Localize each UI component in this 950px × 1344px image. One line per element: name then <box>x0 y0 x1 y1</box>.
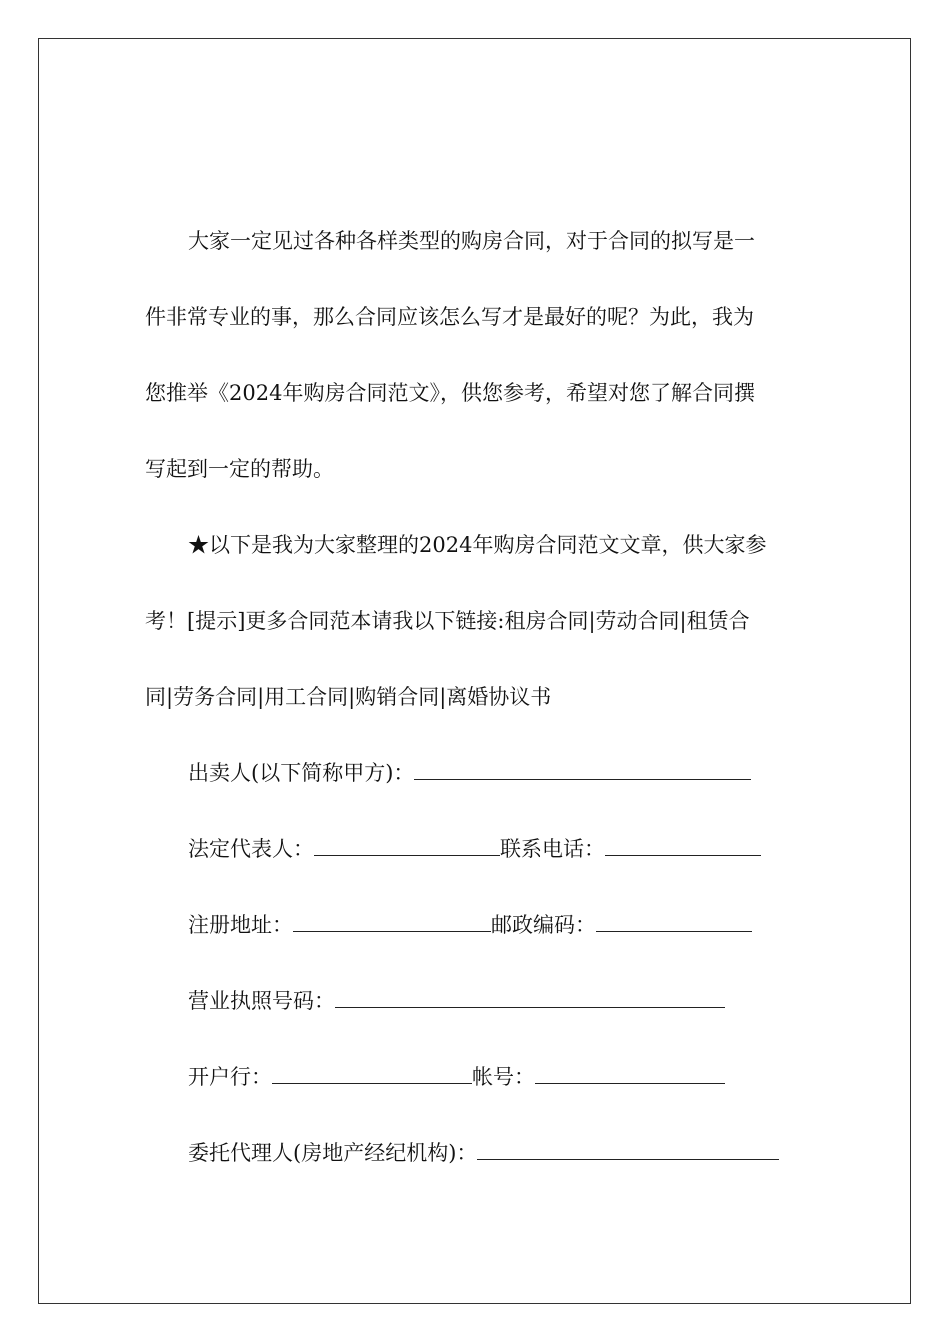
intro-line-4: 写起到一定的帮助。 <box>145 457 334 481</box>
agent-field <box>145 1115 805 1191</box>
legal-rep-field <box>145 811 805 887</box>
seller-label: 出卖人(以下简称甲方)： <box>188 761 415 785</box>
account-blank[interactable] <box>535 1065 725 1084</box>
license-field <box>145 963 805 1039</box>
document-body <box>145 203 805 1191</box>
intro-line-1: 大家一定见过各种各样类型的购房合同，对于合同的拟写是一 <box>188 229 755 253</box>
license-blank[interactable] <box>335 989 725 1008</box>
reg-address-blank[interactable] <box>293 913 491 932</box>
postal-code-label: 邮政编码： <box>491 913 596 937</box>
phone-label: 联系电话： <box>500 837 605 861</box>
agent-blank[interactable] <box>477 1141 779 1160</box>
license-label: 营业执照号码： <box>188 989 335 1013</box>
notice-line-2: 考！[提示]更多合同范本请我以下链接:租房合同|劳动合同|租赁合 <box>145 609 750 633</box>
notice-line-3: 同|劳务合同|用工合同|购销合同|离婚协议书 <box>145 685 552 709</box>
intro-paragraph <box>145 203 805 507</box>
bank-label: 开户行： <box>188 1065 272 1089</box>
postal-code-blank[interactable] <box>596 913 752 932</box>
seller-blank[interactable] <box>414 761 751 780</box>
intro-line-2: 件非常专业的事，那么合同应该怎么写才是最好的呢？为此，我为 <box>145 305 754 329</box>
bank-blank[interactable] <box>272 1065 472 1084</box>
legal-rep-blank[interactable] <box>314 837 500 856</box>
intro-line-3: 您推举《2024年购房合同范文》，供您参考，希望对您了解合同撰 <box>145 381 755 405</box>
reg-address-field <box>145 887 805 963</box>
notice-paragraph <box>145 507 805 735</box>
seller-field <box>145 735 805 811</box>
reg-address-label: 注册地址： <box>188 913 293 937</box>
phone-blank[interactable] <box>605 837 761 856</box>
account-label: 帐号： <box>472 1065 535 1089</box>
notice-line-1: ★以下是我为大家整理的2024年购房合同范文文章，供大家参 <box>188 533 767 557</box>
bank-field <box>145 1039 805 1115</box>
agent-label: 委托代理人(房地产经纪机构)： <box>188 1141 478 1165</box>
legal-rep-label: 法定代表人： <box>188 837 314 861</box>
